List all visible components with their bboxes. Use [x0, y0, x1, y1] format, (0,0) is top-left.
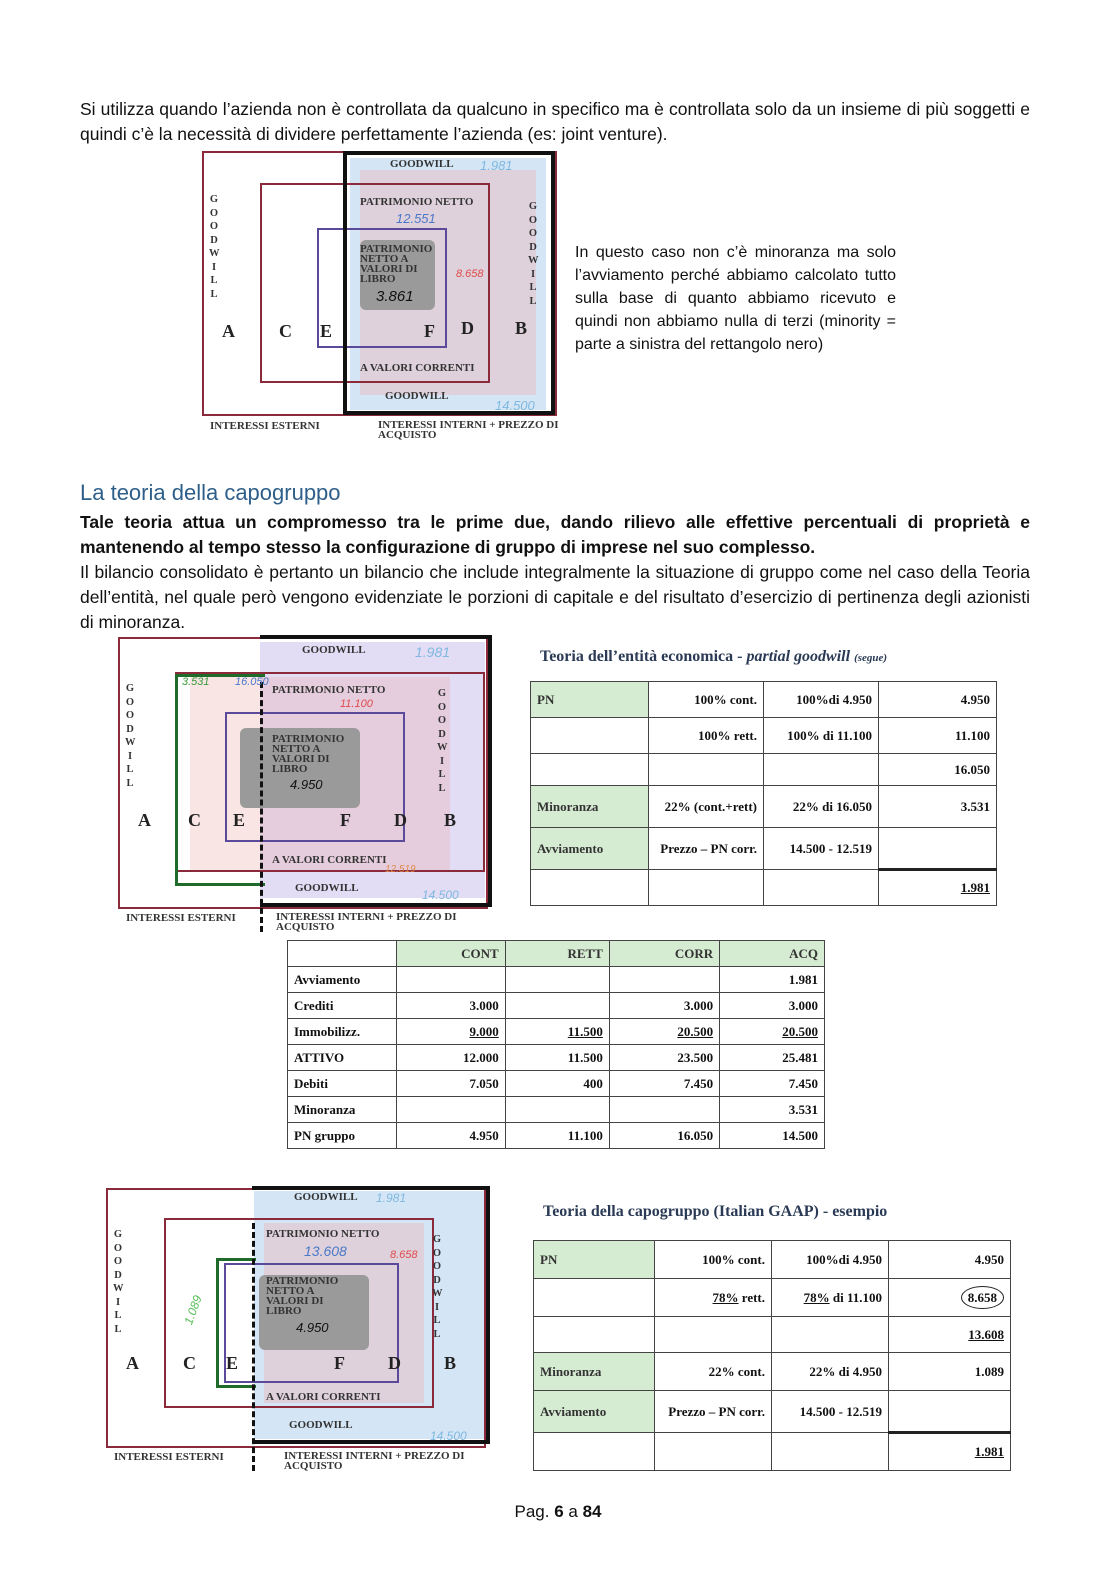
external-interests: INTERESSI ESTERNI [126, 912, 236, 924]
table-row [531, 718, 997, 754]
goodwill-top-label: GOODWILL [294, 1191, 358, 1203]
table-cell: 16.050 [879, 754, 997, 786]
internal-interests: INTERESSI INTERNI + PREZZO DI ACQUISTO [378, 419, 559, 441]
price-value: 14.500 [495, 398, 535, 413]
percent-78: 78% [712, 1289, 739, 1305]
table-row [531, 828, 997, 870]
letter-e: E [226, 1353, 239, 1373]
footer-separator: a [563, 1502, 583, 1521]
gw-value: 1.981 [415, 644, 451, 660]
letter-a: A [138, 810, 151, 830]
table-cell [534, 1317, 655, 1353]
pn-label: PATRIMONIO NETTO [272, 684, 386, 696]
current-label: A VALORI CORRENTI [272, 854, 387, 866]
table-row [288, 967, 825, 993]
table-cell: 11.100 [505, 1123, 609, 1149]
table-cell: 100% cont. [649, 682, 764, 718]
table-cell: 23.500 [609, 1045, 719, 1071]
goodwill-bottom-label: GOODWILL [289, 1419, 353, 1431]
table-cell: PN [534, 1241, 655, 1279]
table-row [288, 1071, 825, 1097]
circled-value: 8.658 [961, 1286, 1004, 1309]
book-value: 4.950 [290, 777, 323, 792]
section-paragraph: Il bilancio consolidato è pertanto un bilancio che include integralmente la situazione di gruppo come nel caso della Teoria dell’entità, nel quale però vengono evidenziate le porzioni di capitale e del risultato d’esercizio di pertinenza degli azionisti di minoranza. [80, 562, 1030, 632]
internal-interests: INTERESSI INTERNI + PREZZO DI ACQUISTO [284, 1450, 465, 1472]
table-cell [397, 967, 506, 993]
table-cell: Prezzo – PN corr. [649, 828, 764, 870]
section-title: La teoria della capogruppo [80, 480, 341, 505]
table-cell [531, 718, 649, 754]
book-value: 4.950 [296, 1320, 329, 1335]
total-value: 16.050 [235, 676, 269, 688]
table-row [288, 1045, 825, 1071]
table-cell [655, 1317, 772, 1353]
table-cell: Minoranza [531, 786, 649, 828]
table-row [531, 870, 997, 906]
goodwill-top-label: GOODWILL [390, 158, 454, 170]
table-header [288, 941, 397, 967]
table-cell: 14.500 - 12.519 [772, 1391, 889, 1433]
table-cell [534, 1433, 655, 1471]
table-cell: Immobilizz. [288, 1019, 397, 1045]
table-row [534, 1241, 1011, 1279]
table-cell: Prezzo – PN corr. [655, 1391, 772, 1433]
table-cell [889, 1279, 1011, 1317]
table-cell [609, 967, 719, 993]
table1 [530, 681, 997, 906]
pn-label: PATRIMONIO NETTO [360, 196, 474, 208]
intro-paragraph: Si utilizza quando l’azienda non è controllata da qualcuno in specifico ma è controllata solo da un insieme di più soggetti e quindi c’è la necessità di dividere perfettamente l’azienda (es: joint venture). [80, 99, 1030, 144]
gw-value: 1.981 [376, 1191, 407, 1205]
rett-label: rett. [738, 1289, 765, 1305]
table-cell: 100% cont. [655, 1241, 772, 1279]
table-cell: 100% rett. [649, 718, 764, 754]
price-value: 14.500 [422, 888, 459, 902]
table-cell: 25.481 [720, 1045, 825, 1071]
table-cell: 11.500 [505, 1045, 609, 1071]
letter-b: B [515, 318, 528, 338]
table-cell [649, 754, 764, 786]
table-cell: 7.450 [720, 1071, 825, 1097]
current-label: A VALORI CORRENTI [360, 362, 475, 374]
price-value: 14.500 [430, 1429, 467, 1443]
book-value: 3.861 [376, 288, 414, 305]
table-cell: 100%di 4.950 [772, 1241, 889, 1279]
table-cell: Avviamento [288, 967, 397, 993]
goodwill-left-vertical: GOODWILL [209, 194, 220, 300]
table-cell: 4.950 [879, 682, 997, 718]
table-cell: 14.500 [720, 1123, 825, 1149]
table1-title-small: (segue) [854, 652, 888, 664]
table-cell: 1.981 [720, 967, 825, 993]
goodwill-right-vertical: GOODWILL [528, 201, 539, 307]
book-label: PATRIMONIO NETTO A VALORI DI LIBRO [360, 243, 433, 285]
table-cell: Minoranza [534, 1353, 655, 1391]
table-cell [531, 754, 649, 786]
external-interests: INTERESSI ESTERNI [210, 420, 320, 432]
green-frame [175, 674, 265, 886]
table-cell: Debiti [288, 1071, 397, 1097]
letter-e: E [320, 321, 333, 341]
goodwill-left-vertical: GOODWILL [113, 1229, 124, 1335]
diagram-2 [100, 632, 500, 937]
table-header: RETT [505, 941, 609, 967]
table-cell [889, 1391, 1011, 1433]
table-cell [649, 870, 764, 906]
table-cell: 3.531 [720, 1097, 825, 1123]
letter-d: D [388, 1353, 401, 1373]
table-cell: 22% di 4.950 [772, 1353, 889, 1391]
table-cell: 1.089 [889, 1353, 1011, 1391]
table-row [531, 786, 997, 828]
table-cell: 13.608 [889, 1317, 1011, 1353]
table-cell: 11.100 [879, 718, 997, 754]
table-row [534, 1391, 1011, 1433]
table-cell: 9.000 [397, 1019, 506, 1045]
table-row [531, 682, 997, 718]
table-cell [505, 993, 609, 1019]
table-cell: Avviamento [534, 1391, 655, 1433]
current-label: A VALORI CORRENTI [266, 1391, 381, 1403]
table-row [288, 1097, 825, 1123]
table-cell [534, 1279, 655, 1317]
page-total: 84 [582, 1502, 602, 1521]
pn-label: PATRIMONIO NETTO [266, 1228, 380, 1240]
table-cell: 11.500 [505, 1019, 609, 1045]
note-1: In questo caso non c’è minoranza ma solo l’avviamento perché abbiamo calcolato tutto sulla base di quanto abbiamo ricevuto e quindi non abbiamo nulla di terzi (minority = parte a sinistra del rettangolo nero) [575, 244, 896, 353]
goodwill-top-label: GOODWILL [302, 644, 366, 656]
table-cell: 1.981 [889, 1433, 1011, 1471]
table-cell: 3.000 [609, 993, 719, 1019]
table1-title [540, 648, 887, 666]
table-cell [764, 870, 879, 906]
table-cell [505, 967, 609, 993]
table-row [288, 993, 825, 1019]
letter-a: A [222, 321, 235, 341]
table-cell: 400 [505, 1071, 609, 1097]
table-header: ACQ [720, 941, 825, 967]
table-cell: Avviamento [531, 828, 649, 870]
table-cell: 3.000 [720, 993, 825, 1019]
table-row [531, 754, 997, 786]
table-row [288, 1019, 825, 1045]
of-value-label: di 11.100 [829, 1289, 882, 1305]
letter-c: C [279, 321, 292, 341]
dashed-divider [260, 682, 263, 932]
table-cell: 3.000 [397, 993, 506, 1019]
table-cell [531, 870, 649, 906]
side-value: 12.519 [385, 864, 416, 875]
goodwill-right-vertical: GOODWILL [432, 1234, 443, 1340]
book-label: PATRIMONIO NETTO A VALORI DI LIBRO [266, 1275, 339, 1317]
table-cell: 22% cont. [655, 1353, 772, 1391]
pn-value: 12.551 [396, 211, 436, 226]
letter-f: F [334, 1353, 345, 1373]
table-cell: 1.981 [879, 870, 997, 906]
minority-value: 1.089 [181, 1293, 205, 1327]
table-cell: 7.450 [609, 1071, 719, 1097]
table1-title-italic: partial goodwill [746, 648, 851, 665]
table-cell: ATTIVO [288, 1045, 397, 1071]
table-cell [609, 1097, 719, 1123]
section-bold-paragraph: Tale teoria attua un compromesso tra le prime due, dando rilievo alle effettive percentuali di proprietà e mantenendo al tempo stesso la configurazione di gruppo di imprese nel suo complesso. [80, 512, 1030, 557]
table-cell: 16.050 [609, 1123, 719, 1149]
table-row [534, 1353, 1011, 1391]
internal-interests: INTERESSI INTERNI + PREZZO DI ACQUISTO [276, 911, 457, 933]
table-cell [772, 1317, 889, 1353]
table-cell [764, 754, 879, 786]
table-row [288, 1123, 825, 1149]
letter-c: C [188, 810, 201, 830]
diagram-1 [200, 148, 580, 448]
table-cell: 14.500 - 12.519 [764, 828, 879, 870]
goodwill-left-vertical: GOODWILL [125, 683, 136, 789]
pn-value: 13.608 [304, 1243, 347, 1259]
table-cell: PN gruppo [288, 1123, 397, 1149]
table3-title: Teoria della capogruppo (Italian GAAP) - esempio [543, 1203, 888, 1220]
minority-value: 3.531 [182, 676, 210, 688]
table-cell: Crediti [288, 993, 397, 1019]
table-header: CORR [609, 941, 719, 967]
table-row [534, 1317, 1011, 1353]
letter-b: B [444, 1353, 457, 1373]
table-cell [505, 1097, 609, 1123]
table-cell [772, 1279, 889, 1317]
side-value: 8.658 [456, 268, 484, 280]
letter-c: C [183, 1353, 196, 1373]
table-cell: 100%di 4.950 [764, 682, 879, 718]
goodwill-bottom-label: GOODWILL [295, 882, 359, 894]
letter-d: D [394, 810, 407, 830]
book-label: PATRIMONIO NETTO A VALORI DI LIBRO [272, 733, 345, 775]
table-header: CONT [397, 941, 506, 967]
table-cell: 22% di 16.050 [764, 786, 879, 828]
external-interests: INTERESSI ESTERNI [114, 1451, 224, 1463]
table-cell [655, 1279, 772, 1317]
page-number: 6 [554, 1502, 564, 1521]
table-cell: 4.950 [889, 1241, 1011, 1279]
percent-78: 78% [803, 1289, 830, 1305]
table-cell: 4.950 [397, 1123, 506, 1149]
letter-b: B [444, 810, 457, 830]
table2 [287, 940, 825, 1149]
table-cell: 12.000 [397, 1045, 506, 1071]
dashed-divider [252, 1223, 255, 1471]
table-cell [879, 828, 997, 870]
table-cell: Minoranza [288, 1097, 397, 1123]
table-cell [772, 1433, 889, 1471]
table-cell: 22% (cont.+rett) [649, 786, 764, 828]
letter-d: D [461, 318, 474, 338]
table-cell: 20.500 [720, 1019, 825, 1045]
table1-title-main: Teoria dell’entità economica - [540, 648, 747, 665]
table-cell: 20.500 [609, 1019, 719, 1045]
table-cell: 7.050 [397, 1071, 506, 1097]
side-value: 8.658 [390, 1249, 418, 1261]
goodwill-right-vertical: GOODWILL [437, 688, 448, 794]
page-footer [0, 1502, 1116, 1522]
table-cell: 100% di 11.100 [764, 718, 879, 754]
diagram-3 [104, 1183, 504, 1478]
gw-value: 1.981 [480, 158, 513, 173]
table-row [534, 1279, 1011, 1317]
table-cell: PN [531, 682, 649, 718]
letter-e: E [233, 810, 246, 830]
table3 [533, 1240, 1011, 1471]
letter-a: A [126, 1353, 139, 1373]
goodwill-bottom-label: GOODWILL [385, 390, 449, 402]
table-cell [397, 1097, 506, 1123]
letter-f: F [424, 321, 435, 341]
table-cell: 3.531 [879, 786, 997, 828]
pn-value: 11.100 [340, 698, 373, 710]
table-row [534, 1433, 1011, 1471]
footer-prefix: Pag. [514, 1502, 555, 1521]
table-cell [655, 1433, 772, 1471]
letter-f: F [340, 810, 351, 830]
table-row [288, 941, 825, 967]
